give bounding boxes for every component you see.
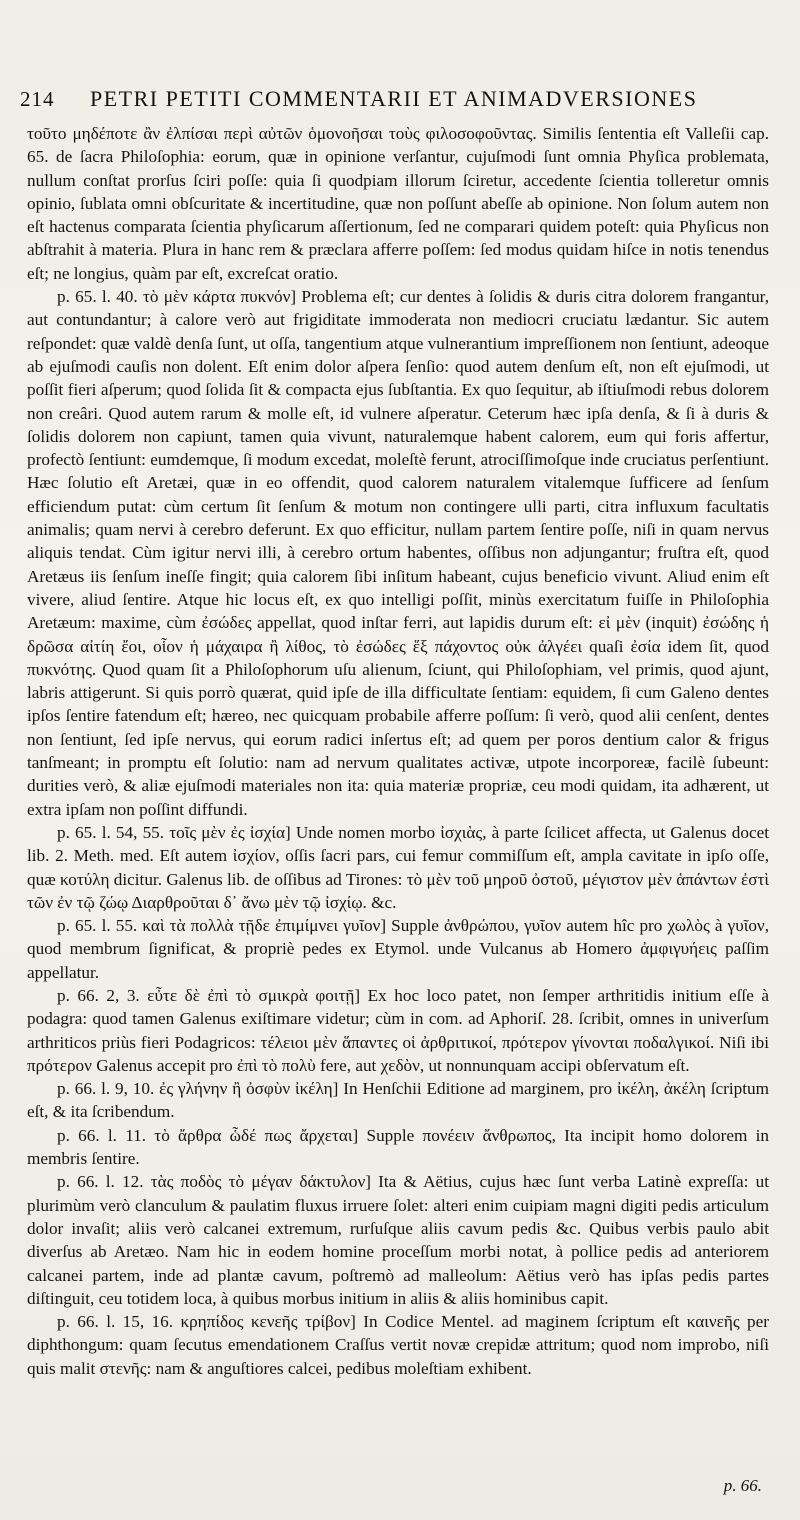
page-number: 214: [20, 87, 55, 111]
paragraph: p. 66. l. 12. τὰς ποδὸς τὸ μέγαν δάκτυλον] Ita & Aëtius, cujus hæc ſunt verba Latinè expreſſa: ut plurimùm verò clanculum & paulatim fluxus irruere ſolet: alteri enim cuipiam magni digiti pedis articulum dolor invaſit; aliis verò calcanei extremum, rurſuſque aliis cavum pedis &c. Quibus verbis paulo abit diverſus ab Aretæo. Nam hic in eodem homine proceſſum morbi notat, à pollice pedis ad anteriorem calcanei partem, inde ad plantæ cavum, poſtremò ad malleolum: Aëtius verò has ipſas pedis partes diſtinguit, ceu totidem loca, à quibus morbus initium in aliis & aliis hominibus capit.: [27, 1172, 769, 1308]
paragraph: p. 66. l. 9, 10. ἐς γλήνην ἢ ὀσφὺν ἰκέλη] In Henſchii Editione ad marginem, pro ἰκέλη, ἀκέλη ſcriptum eſt, & ita ſcribendum.: [27, 1079, 769, 1122]
paragraph: p. 65. l. 54, 55. τοῖς μὲν ἐς ἰσχία] Unde nomen morbo ἰσχιὰς, à parte ſcilicet affecta, ut Galenus docet lib. 2. Meth. med. Eſt autem ἰσχίον, oſſis ſacri pars, cui femur commiſſum eſt, ampla cavitate in ipſo oſſe, quæ κοτύλη dicitur. Galenus lib. de oſſibus ad Tirones: τὸ μὲν τοῦ μηροῦ ὀστοῦ, μέγιστον μὲν ἁπάντων ἐστὶ τῶν ἐν τῷ ζώῳ Διαρθροῦται δ᾽ ἄνω μὲν τῷ ἰσχίῳ. &c.: [27, 822, 769, 912]
catchword: p. 66.: [723, 1476, 762, 1495]
body-text: [27, 122, 769, 1380]
paragraph: p. 65. l. 40. τὸ μὲν κάρτα πυκνόν] Problema eſt; cur dentes à ſolidis & duris citra dolorem frangantur, aut contundantur; à calore verò aut frigiditate immoderata non mediocri cruciatu lædantur. Sic autem reſpondet: quæ valdè denſa ſunt, ut oſſa, tangentium atque vulnerantium impreſſionem non ſentiunt, adeoque ab ejuſmodi cauſis non dolent. Eſt enim dolor aſpera ſenſio: quod autem denſum eſt, non eſt ejuſmodi, ut poſſit fieri aſperum; quod ſolida ſit & compacta ejus ſubſtantia. Ex quo ſequitur, ab iſtiuſmodi rebus dolorem non creâri. Quod autem rarum & molle eſt, id vulnere aſperatur. Ceterum hæc ipſa denſa, & ſi à duris & ſolidis dolorem non capiunt, tamen quia vivunt, naturalemque habent calorem, eum qui foris affertur, profectò ſentiunt: eumdemque, ſi modum excedat, moleſtè ferunt, atrociſſimoſque inde cruciatus perſentiunt. Hæc ſolutio eſt Aretæi, quæ in eo offendit, quod calorem naturalem vitalemque ſufficere ad ſenſum efficiendum putat: cùm certum ſit ſenſum & motum non contingere ulli parti, citra influxum facultatis animalis; quam nervi à cerebro deferunt. Ex quo efficitur, nullam partem ſentire poſſe, niſi in quam nervus aliquis tendat. Cùm igitur nervi illi, à cerebro ortum habentes, oſſibus non adjungantur; fruſtra eſt, quod Aretæus iis ſenſum ineſſe fingit; quia calorem ſibi inſitum habeant, cujus beneficio vivunt. Aliud enim eſt vivere, aliud ſentire. Atque hic locus eſt, ex quo intelligi poſſit, minùs exercitatum fuiſſe in Philoſophia Aretæum: maxime, cùm ἐσώδες appellat, quod inſtar ferri, aut lapidis durum eſt: εἰ μὲν (inquit) ἐσώδης ἡ δρῶσα αἰτίη ἔοι, οἷον ἡ μάχαιρα ἢ λίθος, τὸ ἐσώδες ἕξ πάχοντος οὐκ ἀλγέει quaſi ἐσία idem ſit, quod πυκνότης. Quod quam ſit a Philoſophorum uſu alienum, ſciunt, qui Philoſophiam, vel primis, quod ajunt, labris attigerunt. Si quis porrò quærat, quid ipſe de illa difficultate ſentiam: equidem, ſi cum Galeno dentes ipſos ſentire fatendum eſt; hæreo, nec quicquam probabile afferre poſſum: ſi verò, quod alii cenſent, dentes non ſentiunt, ſed ipſe nervus, qui eorum radici inſertus eſt; ad quem per poros dentium calor & frigus tanſmeant; in promptu eſt ſolutio: nam ad nervum qualitates activæ, utpote incorporeæ, facilè ſubeunt: durities verò, & aliæ ejuſmodi materiales non ita: quia materiæ propriæ, ceu modi quidam, ita adhærent, ut extra ipſam non poſſint diffundi.: [27, 287, 769, 819]
running-title: PETRI PETITI COMMENTARII ET ANIMADVERSIONES: [90, 86, 698, 111]
paragraph: τοῦτο μηδέποτε ἂν ἐλπίσαι περὶ αὐτῶν ὁμονοῆσαι τοὺς φιλοσοφοῦντας. Similis ſententia eſt Valleſii cap. 65. de ſacra Philoſophia: eorum, quæ in opinione verſantur, cujuſmodi ſunt omnia Phyſica problemata, nullum conſtat prorſus ſciri poſſe: quia ſi quodpiam illorum ſciretur, accedente ſcientia tolleretur omnis opinio, ſublata omni obſcuritate & incertitudine, quæ non poſſunt abeſſe ab opinione. Non ſolum autem non eſt hactenus comparata ſcientia phyſicarum aſſertionum, ſed ne comparari quidem poteſt: quia Phyſicus non abſtrahit à materia. Plura in hanc rem & præclara afferre poſſem: ſed modus quidam hiſce in notis tenendus eſt; ne longius, quàm par eſt, excreſcat oratio.: [27, 124, 769, 283]
page-header: [20, 86, 760, 116]
paragraph: p. 66. l. 15, 16. κρηπίδος κενεῆς τρίβον] In Codice Mentel. ad maginem ſcriptum eſt καινεῆς per diphthongum: quam ſecutus emendationem Craſſus vertit novæ crepidæ attritum; quod nom improbo, niſi quis malit στενῆς: nam & anguſtiores calcei, pedibus moleſtiam exhibent.: [27, 1312, 769, 1378]
paragraph: p. 66. 2, 3. εὖτε δὲ ἐπὶ τὸ σμικρὰ φοιτῇ] Ex hoc loco patet, non ſemper arthritidis initium eſſe à podagra: quod tamen Galenus exiſtimare videtur; cùm in com. ad Aphoriſ. 28. ſcribit, omnes in univerſum arthriticos priùs fieri Podagricos: τέλειοι μὲν ἅπαντες οἱ ἀρθριτικοί, πρότερον γίνονται ποδαλγικοί. Niſi ibi πρότερον Galenus accepit pro ἐπὶ τὸ πολὺ fere, aut χεδὸν, ut nonnunquam accipi obſervatum eſt.: [27, 985, 769, 1075]
paragraph: p. 66. l. 11. τὸ ἄρθρα ὧδέ πως ἄρχεται] Supple πονέειν ἄνθρωπος, Ita incipit homo dolorem in membris ſentire.: [27, 1125, 769, 1169]
paragraph: p. 65. l. 55. καὶ τὰ πολλὰ τῇδε ἐπιμίμνει γυῖον] Supple ἀνθρώπου, γυῖον autem hîc pro χωλὸς à γυῖον, quod membrum ſignificat, & propriè pedes ex Etymol. unde Vulcanus ab Homero ἀμφιγυήεις paſſim appellatur.: [27, 916, 769, 982]
